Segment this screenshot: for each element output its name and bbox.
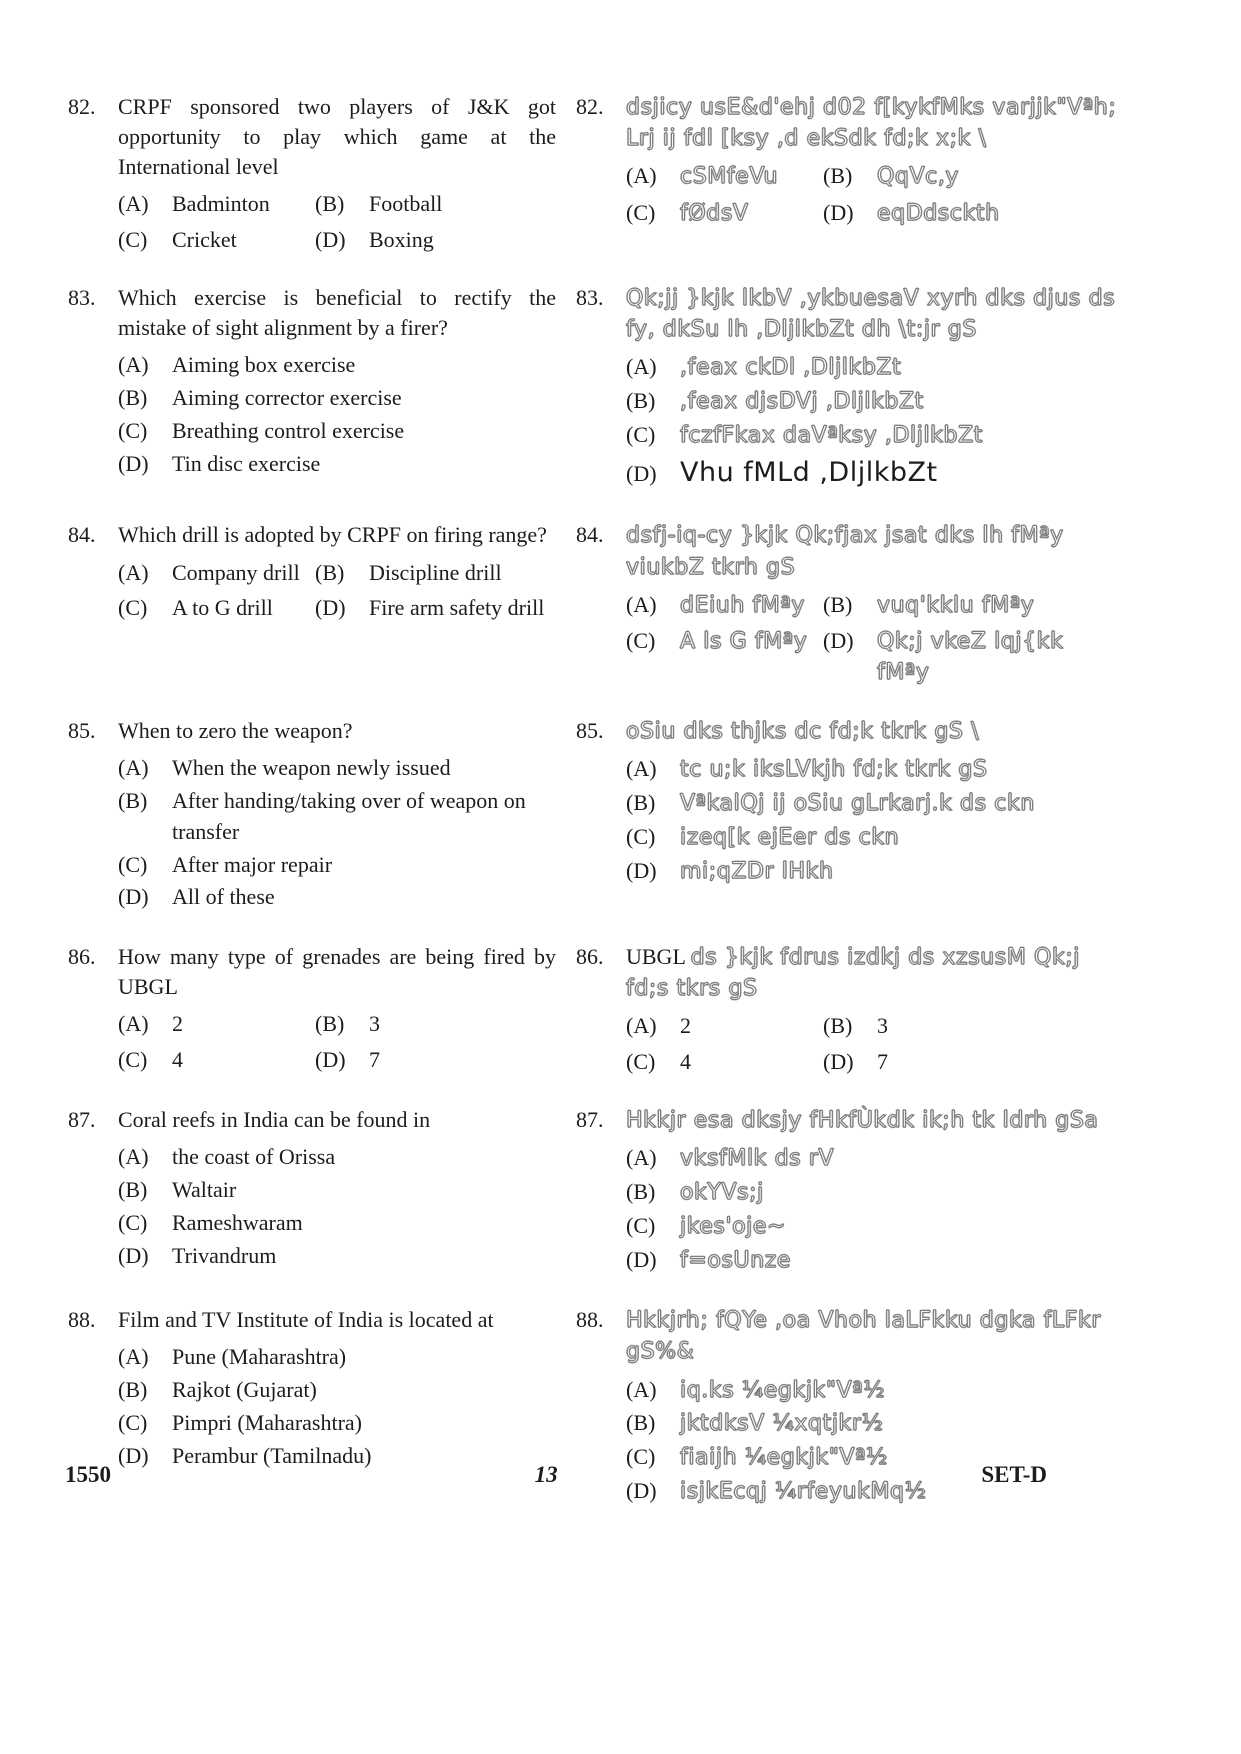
option-text: Tin disc exercise <box>172 450 321 476</box>
option-text: dEiuh fMªy <box>680 592 805 618</box>
question-text <box>118 942 556 1002</box>
question-text-main: CRPF sponsored two players of J&K got opportunity to play which game at the International level <box>118 94 556 180</box>
question-text <box>118 1105 556 1135</box>
question-text <box>118 1305 556 1335</box>
option-c <box>626 1211 1123 1243</box>
option-label: (B) <box>823 163 853 189</box>
questions-area <box>68 92 1123 1537</box>
option-d <box>823 1047 1123 1078</box>
question-number: 88. <box>68 1307 96 1333</box>
option-label: (D) <box>118 884 149 910</box>
option-a <box>118 753 556 784</box>
option-label: (D) <box>823 200 854 226</box>
question-number: 86. <box>68 944 96 970</box>
question-text-main: ds }kjk fdrus izdkj ds xzsusM Qk;j fd;s tkrs gS <box>626 945 1081 1002</box>
option-label: (B) <box>626 388 656 414</box>
options-list <box>626 352 1123 491</box>
question-row <box>68 942 1123 1078</box>
option-label: (C) <box>118 417 148 443</box>
option-c <box>626 822 1123 854</box>
option-text: 3 <box>877 1013 888 1039</box>
option-text: fØdsV <box>680 201 749 227</box>
option-d <box>315 593 556 624</box>
option-label: (B) <box>626 789 656 815</box>
page-number: 13 <box>534 1462 558 1487</box>
option-d <box>315 1045 556 1076</box>
option-label: (C) <box>626 421 656 447</box>
option-a <box>626 1011 823 1042</box>
option-label: (C) <box>626 200 656 226</box>
option-text: Discipline drill <box>369 559 502 585</box>
option-text: Rajkot (Gujarat) <box>172 1377 317 1403</box>
option-text: Pimpri (Maharashtra) <box>172 1410 362 1436</box>
question-english <box>68 92 576 256</box>
question-text-main: Film and TV Institute of India is located at <box>118 1307 494 1333</box>
question-text-main: Coral reefs in India can be found in <box>118 1107 431 1132</box>
set-label: SET-D <box>981 1462 1047 1487</box>
option-label: (D) <box>626 1246 657 1272</box>
option-text: QqVc,y <box>877 164 960 190</box>
option-label: (D) <box>626 857 657 883</box>
option-a <box>626 1143 1123 1175</box>
option-text: the coast of Orissa <box>172 1144 336 1170</box>
question-text-main: Which drill is adopted by CRPF on firing range? <box>118 522 547 548</box>
question-body <box>626 283 1123 493</box>
option-a <box>118 558 315 589</box>
option-d <box>626 856 1123 888</box>
option-text: 2 <box>680 1013 691 1039</box>
question-body <box>626 92 1123 230</box>
option-text: 3 <box>369 1011 380 1037</box>
question-text-main: How many type of grenades are being fired by UBGL <box>118 944 556 1000</box>
options-list <box>118 189 556 256</box>
option-text: Badminton <box>172 191 270 217</box>
question-text-main: Which exercise is beneficial to rectify the mistake of sight alignment by a firer? <box>118 284 556 341</box>
option-a <box>118 1009 315 1040</box>
option-label: (A) <box>626 1376 657 1402</box>
option-text: Fire arm safety drill <box>369 595 545 621</box>
option-a <box>626 161 823 193</box>
option-text: isjkEcqj ¼rfeyukMq½ <box>680 1478 927 1504</box>
option-c <box>118 593 315 624</box>
question-number: 82. <box>576 94 604 119</box>
question-text-main: Hkkjrh; fQYe ,oa Vhoh laLFkku dgka fLFkr gS%& <box>626 1308 1102 1365</box>
question-hindi <box>576 92 1123 230</box>
question-body <box>626 1105 1123 1278</box>
option-text: fiaijh ¼egkjk"Vª½ <box>680 1445 888 1471</box>
option-text: Pune (Maharashtra) <box>172 1344 347 1370</box>
option-label: (D) <box>315 1047 346 1073</box>
option-d <box>118 449 556 480</box>
options-list <box>118 1342 556 1471</box>
option-label: (C) <box>118 1209 148 1235</box>
option-d <box>118 1241 556 1272</box>
question-body <box>118 92 556 256</box>
option-label: (A) <box>118 755 149 781</box>
question-text-main: dsjicy usE&d'ehj d02 f[kykfMks varjjk"Vªh; Lrj ij fdl [ksy ,d ekSdk fd;k x;k \ <box>626 95 1117 152</box>
option-label: (C) <box>118 595 148 621</box>
option-text: 4 <box>172 1047 183 1073</box>
option-d <box>626 1245 1123 1277</box>
option-a <box>626 590 823 622</box>
option-label: (A) <box>626 591 657 617</box>
option-b <box>118 1375 556 1406</box>
question-hindi <box>576 942 1123 1078</box>
options-list <box>626 590 1123 689</box>
option-label: (A) <box>118 559 149 585</box>
question-number: 85. <box>576 718 604 744</box>
option-c <box>626 420 1123 452</box>
option-c <box>118 416 556 447</box>
option-text: Rameshwaram <box>172 1209 303 1235</box>
question-body <box>118 283 556 481</box>
question-body <box>626 942 1123 1078</box>
option-label: (D) <box>118 1242 149 1268</box>
options-list <box>626 1143 1123 1276</box>
question-number: 83. <box>68 284 96 310</box>
option-label: (B) <box>626 1178 656 1204</box>
question-row <box>68 92 1123 256</box>
question-number: 84. <box>68 522 96 548</box>
option-text: Aiming corrector exercise <box>172 385 402 411</box>
option-a <box>626 754 1123 786</box>
question-text <box>118 716 556 746</box>
question-number: 88. <box>576 1307 604 1333</box>
option-text: VªkalQj ij oSiu gLrkarj.k ds ckn <box>680 790 1035 816</box>
question-hindi <box>576 520 1123 689</box>
option-text: iq.ks ¼egkjk"Vª½ <box>680 1377 886 1403</box>
option-a <box>118 189 315 220</box>
option-b <box>823 590 1123 622</box>
option-d <box>823 626 1123 689</box>
option-a <box>118 350 556 381</box>
option-label: (A) <box>626 354 657 380</box>
question-english <box>68 1105 576 1273</box>
option-c <box>118 1208 556 1239</box>
question-number: 82. <box>68 94 96 119</box>
option-label: (B) <box>626 1410 656 1436</box>
option-label: (D) <box>626 460 657 486</box>
option-text: Football <box>369 191 443 217</box>
question-hindi <box>576 716 1123 889</box>
option-a <box>626 352 1123 384</box>
question-number: 84. <box>576 522 604 548</box>
option-text: 7 <box>369 1047 380 1073</box>
option-label: (B) <box>315 191 345 217</box>
option-label: (A) <box>626 1145 657 1171</box>
option-label: (A) <box>118 1144 149 1170</box>
options-list <box>118 1009 556 1076</box>
options-list <box>626 754 1123 887</box>
question-body <box>118 520 556 624</box>
option-text: Vhu fMLd ,DljlkbZt <box>680 456 938 488</box>
question-text-main: When to zero the weapon? <box>118 718 353 744</box>
question-text-main: Qk;jj }kjk lkbV ,ykbuesaV xyrh dks djus ds fy, dkSu lh ,DljlkbZt dh \t:jr gS <box>626 285 1116 343</box>
question-text <box>626 1305 1123 1367</box>
options-list <box>626 1011 1123 1078</box>
option-text: mi;qZDr lHkh <box>680 858 834 884</box>
question-english <box>68 716 576 915</box>
option-label: (C) <box>626 628 656 654</box>
question-body <box>118 942 556 1076</box>
option-label: (D) <box>823 1049 854 1075</box>
option-text: After major repair <box>172 851 333 877</box>
option-text: Perambur (Tamilnadu) <box>172 1442 372 1468</box>
question-english <box>68 942 576 1076</box>
option-text: f=osUnze <box>680 1247 792 1273</box>
option-text: fczfFkax daVªksy ,DljlkbZt <box>680 422 983 448</box>
option-b <box>118 1175 556 1206</box>
option-b <box>823 1011 1123 1042</box>
option-text: okYVs;j <box>680 1179 764 1205</box>
page-footer <box>65 1462 1047 1488</box>
option-label: (C) <box>118 1410 148 1436</box>
options-list <box>118 558 556 625</box>
question-text-prefix: UBGL <box>626 944 686 970</box>
option-text: jkes'oje~ <box>680 1213 787 1239</box>
option-d <box>315 225 556 256</box>
question-body <box>118 1305 556 1473</box>
question-number: 83. <box>576 284 604 310</box>
option-text: izeq[k ejEer ds ckn <box>680 824 900 850</box>
question-text <box>626 92 1123 154</box>
option-b <box>315 558 556 589</box>
question-text <box>118 92 556 182</box>
options-list <box>118 1142 556 1271</box>
option-text: ,feax ckDl ,DljlkbZt <box>680 355 902 381</box>
option-c <box>626 1047 823 1078</box>
option-text: jktdksV ¼xqtjkr½ <box>680 1411 884 1437</box>
option-b <box>626 1177 1123 1209</box>
option-text: vuq'kklu fMªy <box>877 592 1035 618</box>
option-b <box>823 161 1123 193</box>
option-label: (C) <box>626 1049 656 1075</box>
option-text: 4 <box>680 1049 691 1075</box>
question-text <box>626 716 1123 747</box>
question-body <box>118 716 556 915</box>
option-d <box>823 198 1123 230</box>
option-text: eqDdsckth <box>877 201 1000 227</box>
options-list <box>118 350 556 479</box>
question-english <box>68 520 576 624</box>
question-number: 86. <box>576 944 604 970</box>
option-label: (A) <box>626 163 657 189</box>
option-b <box>315 189 556 220</box>
question-text <box>626 520 1123 582</box>
question-text <box>118 283 556 343</box>
question-number: 87. <box>68 1107 96 1132</box>
option-b <box>118 383 556 414</box>
option-label: (C) <box>626 1212 656 1238</box>
options-list <box>626 161 1123 230</box>
question-english <box>68 1305 576 1473</box>
question-text <box>626 283 1123 345</box>
question-number: 87. <box>576 1107 604 1132</box>
option-c <box>118 850 556 881</box>
option-b <box>626 788 1123 820</box>
question-english <box>68 283 576 481</box>
option-b <box>626 386 1123 418</box>
option-a <box>118 1342 556 1373</box>
option-text: All of these <box>172 884 275 910</box>
question-text-main: dsfj-iq-cy }kjk Qk;fjax jsat dks lh fMªy viukbZ tkrh gS <box>626 523 1064 580</box>
option-text: vksfMlk ds rV <box>680 1146 835 1172</box>
option-label: (B) <box>823 1013 853 1039</box>
question-row <box>68 283 1123 493</box>
option-label: (B) <box>118 385 148 411</box>
option-label: (A) <box>118 191 149 217</box>
option-label: (D) <box>626 1477 657 1503</box>
question-body <box>118 1105 556 1273</box>
option-text: Company drill <box>172 559 300 585</box>
question-text-main: Hkkjr esa dksjy fHkfÙkdk ik;h tk ldrh gSa <box>626 1108 1099 1133</box>
option-b <box>118 786 556 848</box>
question-text <box>118 520 556 550</box>
option-text: Qk;j vkeZ lqj{kk fMªy <box>877 629 1064 686</box>
option-text: Cricket <box>172 227 237 253</box>
question-hindi <box>576 283 1123 493</box>
option-label: (B) <box>118 1377 148 1403</box>
option-c <box>118 225 315 256</box>
option-label: (A) <box>626 1013 657 1039</box>
option-label: (C) <box>626 823 656 849</box>
question-number: 85. <box>68 718 96 744</box>
option-text: tc u;k iksLVkjh fd;k tkrk gS <box>680 757 988 783</box>
option-text: After handing/taking over of weapon on transfer <box>172 787 526 844</box>
question-body <box>626 520 1123 689</box>
option-c <box>118 1408 556 1439</box>
option-text: A ls G fMªy <box>680 629 808 655</box>
option-text: A to G drill <box>172 595 273 621</box>
option-label: (C) <box>626 1444 656 1470</box>
option-a <box>626 1375 1123 1407</box>
option-text: Waltair <box>172 1176 237 1202</box>
option-text: cSMfeVu <box>680 164 779 190</box>
option-label: (D) <box>118 1442 149 1468</box>
option-text: 7 <box>877 1049 888 1075</box>
option-label: (B) <box>315 559 345 585</box>
question-text <box>626 942 1123 1004</box>
option-text: Boxing <box>369 227 434 253</box>
option-text: ,feax djsDVj ,DljlkbZt <box>680 389 924 415</box>
option-label: (B) <box>823 591 853 617</box>
option-label: (A) <box>118 352 149 378</box>
option-label: (C) <box>118 851 148 877</box>
option-label: (D) <box>823 628 854 654</box>
option-label: (D) <box>118 450 149 476</box>
option-label: (C) <box>118 227 148 253</box>
question-row <box>68 520 1123 689</box>
booklet-code: 1550 <box>65 1462 111 1487</box>
question-text-main: oSiu dks thjks dc fd;k tkrk gS \ <box>626 719 980 745</box>
option-label: (A) <box>118 1011 149 1037</box>
option-a <box>118 1142 556 1173</box>
option-c <box>118 1045 315 1076</box>
option-c <box>626 626 823 689</box>
option-c <box>626 198 823 230</box>
question-row <box>68 1105 1123 1278</box>
option-d <box>626 454 1123 492</box>
question-row <box>68 716 1123 915</box>
option-text: Breathing control exercise <box>172 417 405 443</box>
option-label: (A) <box>626 756 657 782</box>
option-label: (B) <box>118 1176 148 1202</box>
option-label: (D) <box>315 595 346 621</box>
option-label: (B) <box>118 787 148 813</box>
options-list <box>118 753 556 913</box>
option-d <box>118 882 556 913</box>
option-b <box>626 1408 1123 1440</box>
option-text: Aiming box exercise <box>172 352 356 378</box>
question-body <box>626 716 1123 889</box>
option-label: (D) <box>315 227 346 253</box>
option-label: (C) <box>118 1047 148 1073</box>
option-b <box>315 1009 556 1040</box>
option-text: When the weapon newly issued <box>172 755 451 781</box>
option-text: 2 <box>172 1011 183 1037</box>
option-label: (A) <box>118 1344 149 1370</box>
question-text <box>626 1105 1123 1136</box>
question-hindi <box>576 1105 1123 1278</box>
option-text: Trivandrum <box>172 1242 277 1268</box>
option-label: (B) <box>315 1011 345 1037</box>
